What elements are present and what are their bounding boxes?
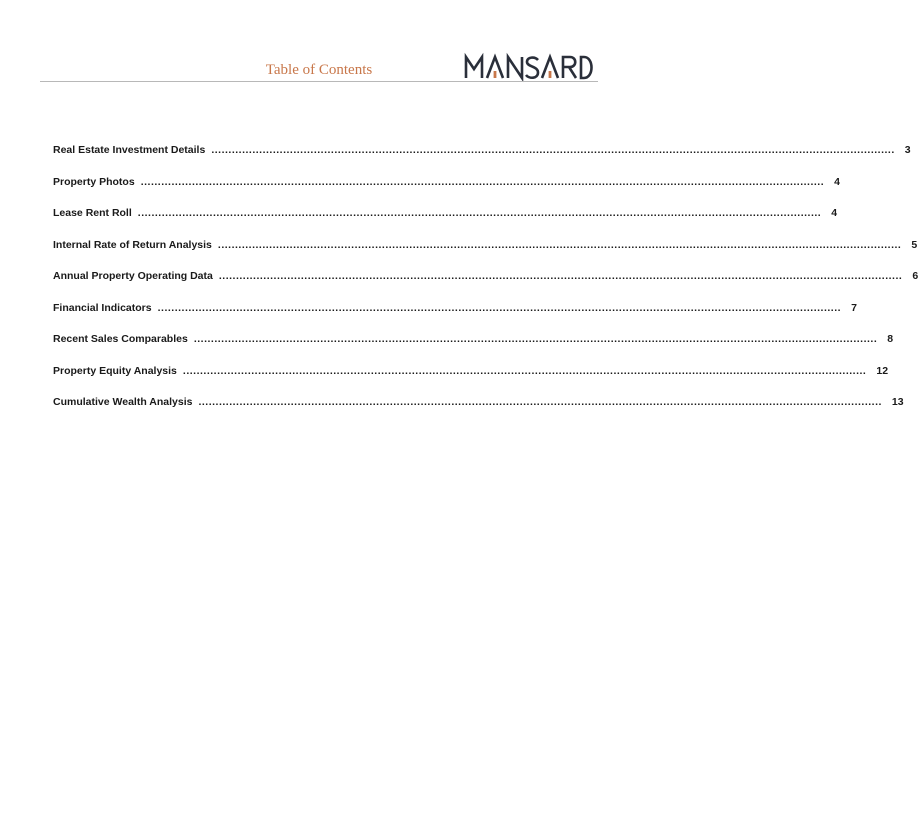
page-title: Table of Contents: [265, 62, 373, 78]
toc-leader-dots: ........................................................................................................................................................................................................: [140, 175, 825, 188]
toc-item-page: 5: [911, 238, 918, 251]
toc-item-label: Recent Sales Comparables: [53, 333, 188, 345]
toc-leader-dots: ........................................................................................................................................................................................................: [137, 207, 822, 219]
toc-leader-dots: ........................................................................................................................................................................................................: [211, 144, 895, 156]
toc-item[interactable]: [53, 270, 918, 302]
table-of-contents: [53, 144, 918, 428]
toc-item[interactable]: [53, 238, 918, 271]
toc-item[interactable]: [53, 396, 904, 428]
toc-item-label: Lease Rent Roll: [53, 207, 132, 219]
toc-item-label: Financial Indicators: [53, 301, 152, 314]
toc-leader-dots: ........................................................................................................................................................................................................: [217, 238, 902, 251]
toc-item-page: 6: [912, 270, 918, 282]
toc-item[interactable]: [53, 364, 889, 397]
toc-item-label: Annual Property Operating Data: [53, 270, 213, 282]
toc-item-page: 13: [891, 396, 904, 408]
toc-item[interactable]: [53, 333, 894, 365]
toc-item-page: 4: [831, 207, 838, 219]
toc-leader-dots: ........................................................................................................................................................................................................: [198, 396, 882, 408]
toc-leader-dots: ........................................................................................................................................................................................................: [218, 270, 903, 282]
toc-leader-dots: ........................................................................................................................................................................................................: [157, 301, 842, 314]
toc-item-page: 3: [904, 144, 911, 156]
header-divider: [40, 81, 598, 82]
toc-item-label: Internal Rate of Return Analysis: [53, 238, 212, 251]
toc-item[interactable]: [53, 175, 840, 208]
page-header: [0, 0, 638, 82]
toc-item-label: Property Equity Analysis: [53, 364, 177, 377]
mansard-logo: [464, 54, 594, 80]
toc-item-label: Cumulative Wealth Analysis: [53, 396, 193, 408]
toc-item-page: 4: [834, 175, 840, 188]
toc-item-label: Real Estate Investment Details: [53, 144, 206, 156]
toc-item-page: 7: [851, 301, 857, 314]
toc-item[interactable]: [53, 207, 838, 239]
toc-item[interactable]: [53, 144, 911, 176]
toc-item[interactable]: [53, 301, 857, 334]
toc-item-page: 8: [887, 333, 894, 345]
toc-leader-dots: ........................................................................................................................................................................................................: [182, 364, 867, 377]
toc-leader-dots: ........................................................................................................................................................................................................: [193, 333, 878, 345]
toc-item-label: Property Photos: [53, 175, 135, 188]
toc-item-page: 12: [876, 364, 889, 377]
